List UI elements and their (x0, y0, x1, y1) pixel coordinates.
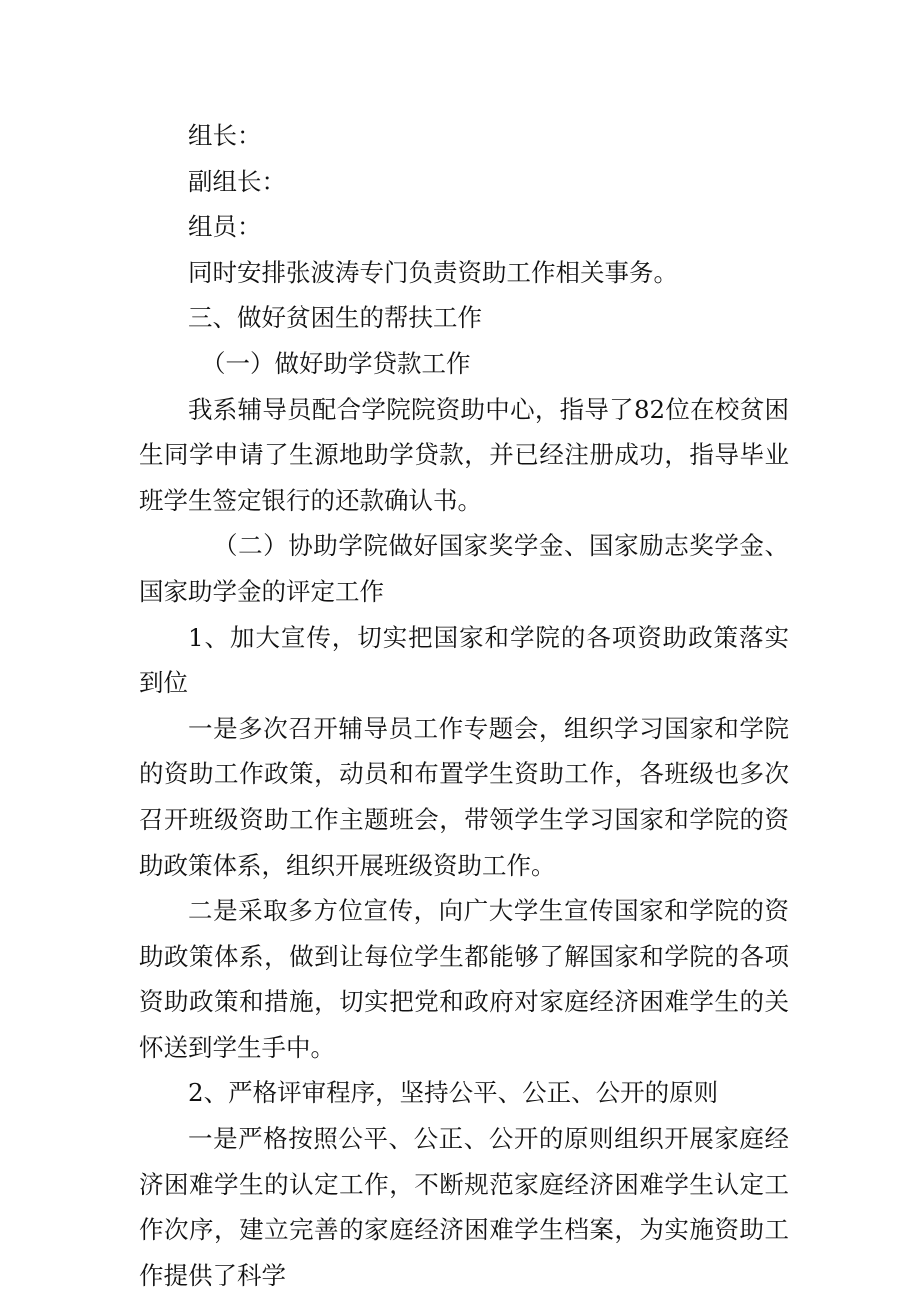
paragraph: 二是采取多方位宣传，向广大学生宣传国家和学院的资助政策体系，做到让每位学生都能够了解国家和学院的各项资助政策和措施，切实把党和政府对家庭经济困难学生的关怀送到学生手中。 (139, 896, 789, 1062)
group-member-line: 组员： (188, 212, 262, 242)
item-heading: 2、严格评审程序，坚持公平、公正、公开的原则 (188, 1078, 719, 1108)
deputy-leader-line: 副组长： (188, 166, 286, 196)
group-leader-line: 组长： (188, 121, 262, 150)
paragraph: 一是多次召开辅导员工作专题会，组织学习国家和学院的资助工作政策，动员和布置学生资助工作，各班级也多次召开班级资助工作主题班会，带领学生学习国家和学院的资助政策体系，组织开展班级资助工作。 (139, 713, 789, 880)
item-heading: 1、加大宣传，切实把国家和学院的各项资助政策落实到位 (139, 622, 789, 698)
paragraph: 同时安排张波涛专门负责资助工作相关事务。 (188, 257, 678, 287)
paragraph: 我系辅导员配合学院院资助中心，指导了82位在校贫困生同学申请了生源地助学贷款，并已经注册成功，指导毕业班学生签定银行的还款确认书。 (139, 394, 789, 515)
section-heading: 三、做好贫困生的帮扶工作 (188, 303, 482, 333)
subsection-heading: （二）协助学院做好国家奖学金、国家励志奖学金、国家助学金的评定工作 (139, 531, 789, 606)
document-body (139, 113, 789, 1298)
paragraph: 一是严格按照公平、公正、公开的原则组织开展家庭经济困难学生的认定工作，不断规范家庭经济困难学生认定工作次序，建立完善的家庭经济困难学生档案，为实施资助工作提供了科学 (139, 1124, 789, 1290)
subsection-heading: （一）做好助学贷款工作 (201, 348, 471, 378)
